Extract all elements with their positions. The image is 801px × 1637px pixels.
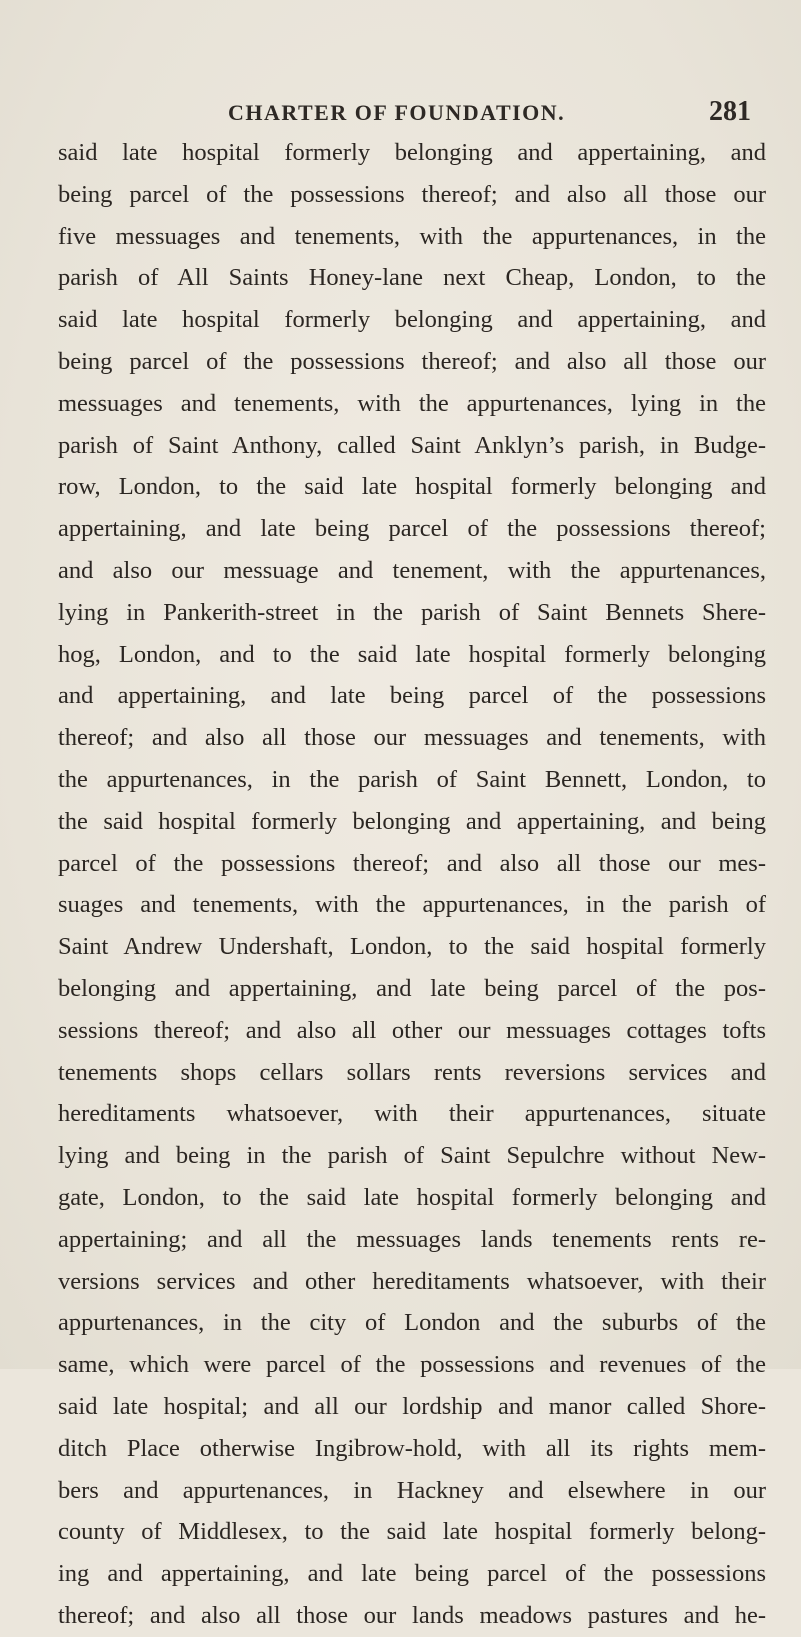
text-line: five messuages and tenements, with the appurtenances, in the (58, 222, 766, 250)
text-line: parish of All Saints Honey-lane next Cheap, London, to the (58, 264, 766, 292)
text-line: lying and being in the parish of Saint Sepulchre without New- (58, 1142, 766, 1170)
text-line: the said hospital formerly belonging and appertaining, and being (58, 807, 766, 835)
text-line: being parcel of the possessions thereof; and also all those our (58, 180, 766, 208)
text-line: and appertaining, and late being parcel of the possessions (58, 682, 766, 710)
text-line: versions services and other hereditaments whatsoever, with their (58, 1267, 766, 1295)
text-line: gate, London, to the said late hospital formerly belonging and (58, 1183, 766, 1211)
text-line: tenements shops cellars sollars rents reversions services and (58, 1058, 766, 1086)
text-line: bers and appurtenances, in Hackney and elsewhere in our (58, 1476, 766, 1504)
text-line: thereof; and also all those our lands meadows pastures and he- (58, 1601, 766, 1629)
text-line: county of Middlesex, to the said late hospital formerly belong- (58, 1518, 766, 1546)
text-line: appertaining; and all the messuages lands tenements rents re- (58, 1225, 766, 1253)
page-number: 281 (709, 96, 751, 127)
text-line: belonging and appertaining, and late being parcel of the pos- (58, 974, 766, 1002)
text-line: ditch Place otherwise Ingibrow-hold, with all its rights mem- (58, 1434, 766, 1462)
text-line: parcel of the possessions thereof; and also all those our mes- (58, 849, 766, 877)
text-line: suages and tenements, with the appurtenances, in the parish of (58, 891, 766, 919)
text-line: hog, London, and to the said late hospital formerly belonging (58, 640, 766, 668)
text-line: sessions thereof; and also all other our messuages cottages tofts (58, 1016, 766, 1044)
text-line: appurtenances, in the city of London and the suburbs of the (58, 1309, 766, 1337)
running-title: CHARTER OF FOUNDATION. (228, 100, 566, 125)
text-line: hereditaments whatsoever, with their appurtenances, situate (58, 1100, 766, 1128)
text-line: row, London, to the said late hospital formerly belonging and (58, 473, 766, 501)
body-text (58, 132, 766, 1637)
running-head (0, 96, 801, 136)
text-line: said late hospital; and all our lordship and manor called Shore- (58, 1392, 766, 1420)
text-line: appertaining, and late being parcel of the possessions thereof; (58, 515, 766, 543)
text-line: lying in Pankerith-street in the parish of Saint Bennets Shere- (58, 598, 766, 626)
text-line: Saint Andrew Undershaft, London, to the said hospital formerly (58, 933, 766, 961)
text-line: ing and appertaining, and late being parcel of the possessions (58, 1560, 766, 1588)
text-line: said late hospital formerly belonging and appertaining, and (58, 306, 766, 334)
text-line: messuages and tenements, with the appurtenances, lying in the (58, 389, 766, 417)
text-line: parish of Saint Anthony, called Saint Anklyn’s parish, in Budge- (58, 431, 766, 459)
text-line: and also our messuage and tenement, with the appurtenances, (58, 556, 766, 584)
text-line: the appurtenances, in the parish of Saint Bennett, London, to (58, 765, 766, 793)
text-line: thereof; and also all those our messuages and tenements, with (58, 724, 766, 752)
text-line: being parcel of the possessions thereof; and also all those our (58, 347, 766, 375)
text-line: same, which were parcel of the possessions and revenues of the (58, 1351, 766, 1379)
text-line: said late hospital formerly belonging and appertaining, and (58, 139, 766, 166)
